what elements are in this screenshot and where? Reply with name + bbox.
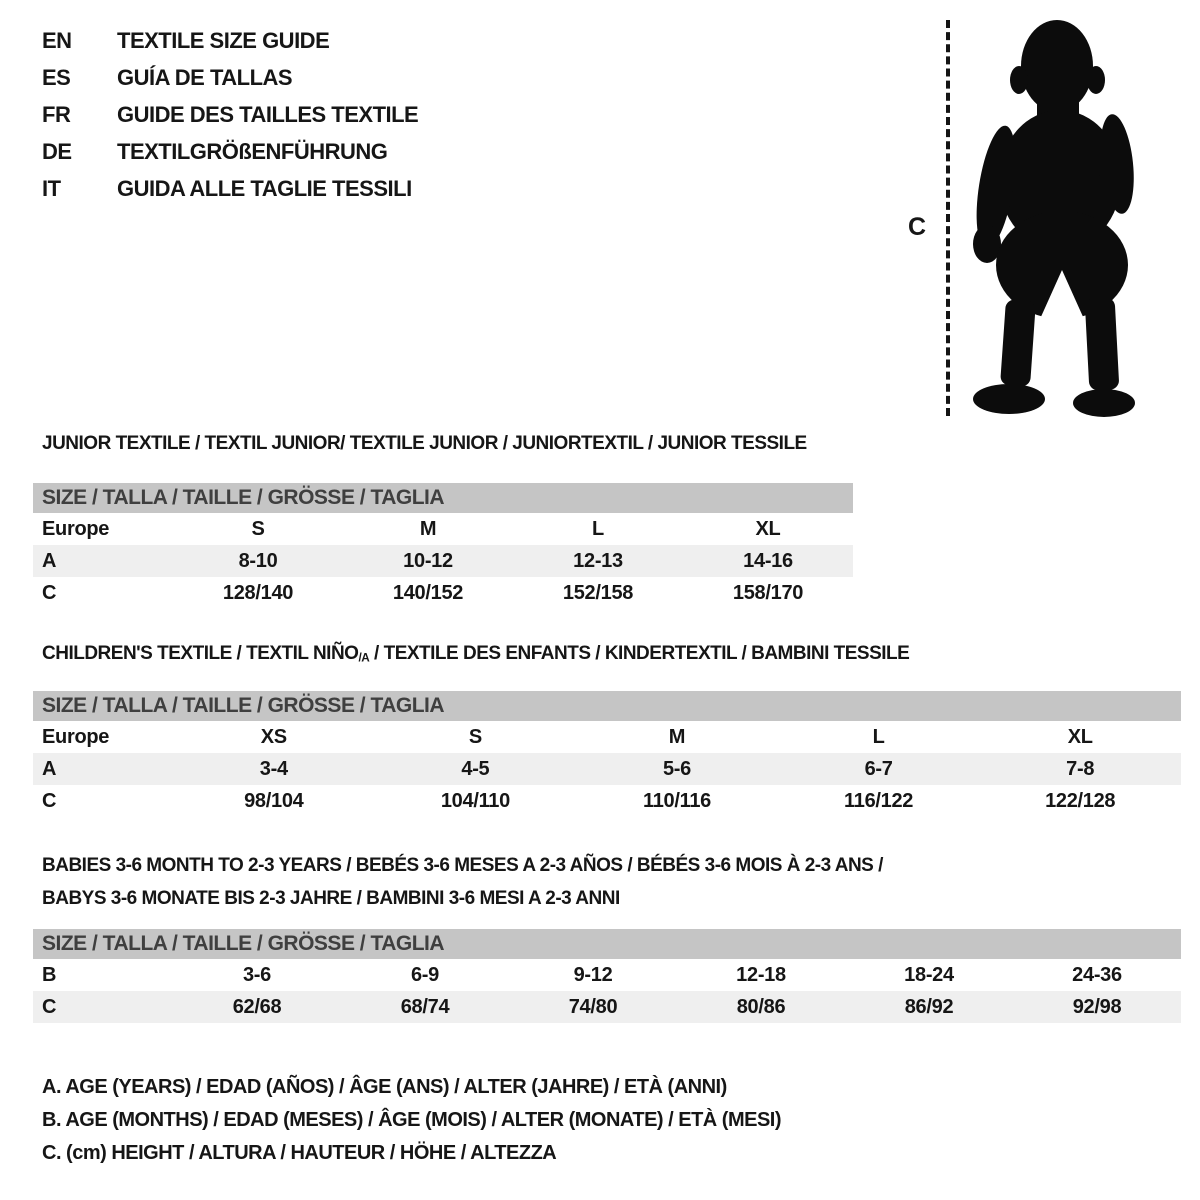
table-cell: S [468, 725, 482, 748]
children-title-text: / TEXTILE DES ENFANTS / KINDERTEXTIL / BAMBINI TESSILE [369, 643, 910, 664]
table-row-europe [33, 721, 1181, 753]
row-label: Europe [42, 725, 110, 748]
row-label: C [42, 581, 57, 604]
table-cell: 86/92 [904, 995, 954, 1018]
size-table-header: SIZE / TALLA / TAILLE / GRÖSSE / TAGLIA [33, 483, 853, 513]
guide-title-fr: GUIDE DES TAILLES TEXTILE [117, 101, 419, 127]
row-label: B [42, 963, 57, 986]
table-cell: 5-6 [662, 757, 691, 780]
guide-title-it: GUIDA ALLE TAGLIE TESSILI [117, 175, 412, 201]
table-cell: 110/116 [642, 789, 711, 812]
table-cell: 6-7 [864, 757, 893, 780]
junior-section-title: JUNIOR TEXTILE / TEXTIL JUNIOR/ TEXTILE JUNIOR / JUNIORTEXTIL / JUNIOR TESSILE [42, 433, 807, 454]
legend-line-a: A. AGE (YEARS) / EDAD (AÑOS) / ÂGE (ANS) / ALTER (JAHRE) / ETÀ (ANNI) [42, 1076, 727, 1098]
table-cell: 12-18 [736, 963, 786, 986]
table-cell: 80/86 [736, 995, 786, 1018]
children-size-table [33, 691, 1181, 817]
table-cell: M [668, 725, 686, 748]
table-cell: 74/80 [568, 995, 618, 1018]
table-row-months [33, 959, 1181, 991]
toddler-silhouette-icon [965, 12, 1145, 418]
table-cell: XL [1067, 725, 1093, 748]
legend-line-c: C. (cm) HEIGHT / ALTURA / HAUTEUR / HÖHE / ALTEZZA [42, 1142, 557, 1164]
babies-title-line2: BABYS 3-6 MONATE BIS 2-3 JAHRE / BAMBINI 3-6 MESI A 2-3 ANNI [42, 888, 620, 909]
table-cell: 10-12 [403, 549, 453, 572]
table-cell: 98/104 [244, 789, 304, 812]
babies-title-line1: BABIES 3-6 MONTH TO 2-3 YEARS / BEBÉS 3-6 MESES A 2-3 AÑOS / BÉBÉS 3-6 MOIS À 2-3 ANS / [42, 855, 883, 876]
table-cell: XL [755, 517, 781, 540]
table-cell: 158/170 [732, 581, 804, 604]
language-code: IT [42, 175, 61, 201]
table-cell: 24-36 [1072, 963, 1122, 986]
children-title-sub: /A [358, 651, 370, 665]
language-code: FR [42, 101, 71, 127]
table-row-height [33, 577, 853, 609]
table-cell: 3-6 [242, 963, 271, 986]
language-title-list [42, 22, 418, 207]
language-row-es [42, 59, 418, 96]
children-title-text: CHILDREN'S TEXTILE / TEXTIL NIÑO [42, 643, 359, 664]
table-cell: S [251, 517, 265, 540]
table-cell: 122/128 [1045, 789, 1116, 812]
junior-size-table [33, 483, 853, 609]
guide-title-es: GUÍA DE TALLAS [117, 64, 293, 90]
children-section-title [42, 643, 909, 665]
table-cell: 7-8 [1066, 757, 1095, 780]
row-label: C [42, 789, 57, 812]
table-cell: 152/158 [562, 581, 634, 604]
language-row-en [42, 22, 418, 59]
language-row-it [42, 170, 418, 207]
table-row-age [33, 545, 853, 577]
table-row-height [33, 785, 1181, 817]
row-label: A [42, 757, 57, 780]
row-label: Europe [42, 517, 110, 540]
table-cell: 92/98 [1072, 995, 1122, 1018]
table-cell: 8-10 [238, 549, 278, 572]
table-cell: 128/140 [222, 581, 294, 604]
height-measure-line [946, 20, 950, 416]
table-cell: 104/110 [440, 789, 510, 812]
language-code: EN [42, 27, 72, 53]
table-cell: 12-13 [573, 549, 623, 572]
table-cell: 9-12 [573, 963, 613, 986]
language-row-fr [42, 96, 418, 133]
table-cell: 6-9 [410, 963, 439, 986]
table-cell: 68/74 [400, 995, 450, 1018]
language-code: ES [42, 64, 71, 90]
babies-section-title [42, 849, 883, 915]
table-row-europe [33, 513, 853, 545]
guide-title-de: TEXTILGRÖßENFÜHRUNG [117, 138, 388, 164]
table-row-height [33, 991, 1181, 1023]
row-label: A [42, 549, 57, 572]
guide-title-en: TEXTILE SIZE GUIDE [117, 27, 330, 53]
babies-size-table [33, 929, 1181, 1023]
measurement-legend [42, 1071, 781, 1170]
table-row-age [33, 753, 1181, 785]
table-cell: 140/152 [392, 581, 464, 604]
language-code: DE [42, 138, 72, 164]
table-cell: 62/68 [232, 995, 282, 1018]
measure-label-c: C [908, 213, 927, 241]
table-cell: M [419, 517, 437, 540]
language-row-de [42, 133, 418, 170]
table-cell: XS [260, 725, 287, 748]
table-cell: 3-4 [259, 757, 288, 780]
table-cell: L [872, 725, 885, 748]
table-cell: 116/122 [844, 789, 914, 812]
size-table-header: SIZE / TALLA / TAILLE / GRÖSSE / TAGLIA [33, 929, 1181, 959]
table-cell: L [592, 517, 604, 540]
table-cell: 14-16 [743, 549, 793, 572]
row-label: C [42, 995, 57, 1018]
size-table-header: SIZE / TALLA / TAILLE / GRÖSSE / TAGLIA [33, 691, 1181, 721]
table-cell: 18-24 [904, 963, 954, 986]
table-cell: 4-5 [461, 757, 490, 780]
legend-line-b: B. AGE (MONTHS) / EDAD (MESES) / ÂGE (MOIS) / ALTER (MONATE) / ETÀ (MESI) [42, 1109, 782, 1131]
